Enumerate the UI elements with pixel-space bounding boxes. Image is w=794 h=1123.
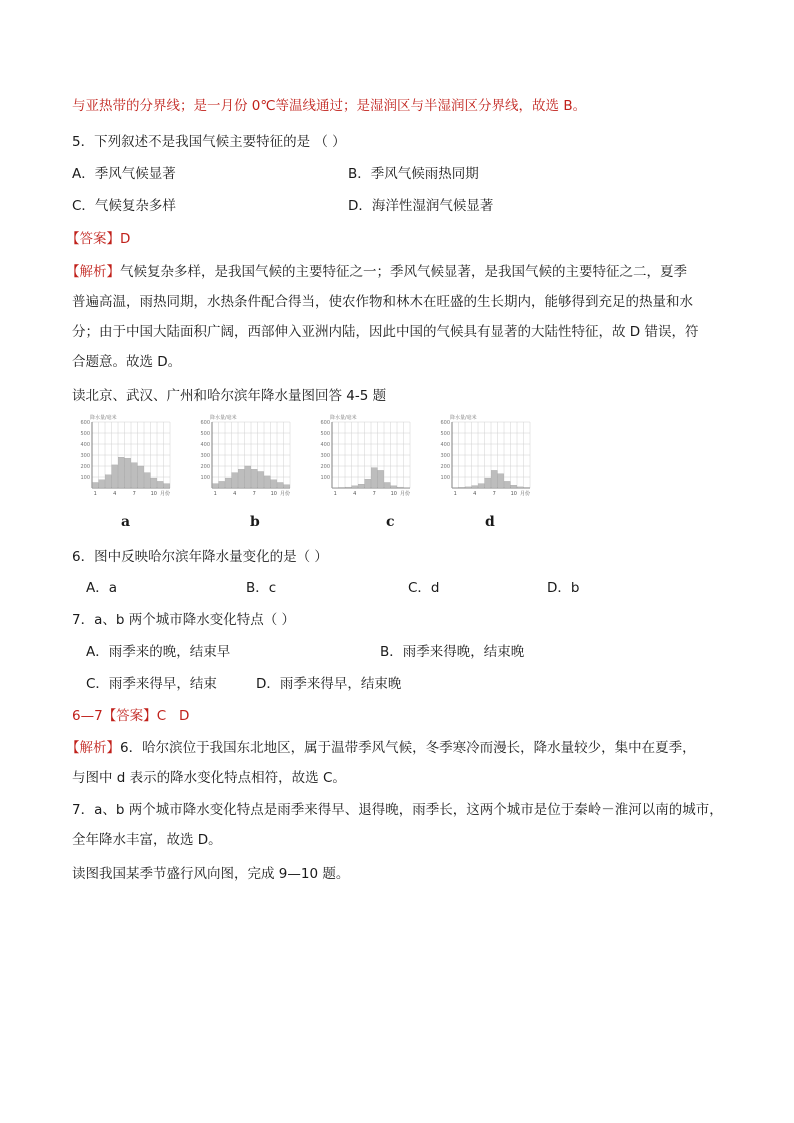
chart-label-a: a xyxy=(121,514,131,530)
bar-month-8 xyxy=(498,474,504,488)
y-tick-label: 200 xyxy=(200,463,210,470)
precip-chart-c xyxy=(312,414,412,498)
x-tick-label: 10 xyxy=(270,491,277,497)
bar-month-7 xyxy=(251,469,257,488)
q6-option-c: C．d xyxy=(408,580,440,596)
next-question-prompt: 读图我国某季节盛行风向图，完成 9—10 题。 xyxy=(72,866,350,882)
x-tick-label: 4 xyxy=(473,491,477,497)
answer-value: D xyxy=(120,231,131,247)
chart-svg xyxy=(312,414,412,498)
precip-chart-b xyxy=(192,414,292,498)
bar-month-7 xyxy=(131,463,137,488)
y-tick-label: 500 xyxy=(200,430,210,437)
chart-svg xyxy=(192,414,292,498)
y-tick-label: 500 xyxy=(320,430,330,437)
q6-7-analysis-line-2: 与图中 d 表示的降水变化特点相符，故选 C。 xyxy=(72,770,346,786)
bar-month-8 xyxy=(258,472,264,489)
bar-month-2 xyxy=(99,480,105,488)
bar-month-1 xyxy=(212,484,218,488)
x-tick-label: 4 xyxy=(233,491,237,497)
q6-7-analysis-line-4: 全年降水丰富，故选 D。 xyxy=(72,832,222,848)
y-tick-label: 100 xyxy=(320,474,330,481)
bar-month-6 xyxy=(365,479,371,488)
bar-month-7 xyxy=(491,470,497,488)
y-tick-label: 400 xyxy=(320,441,330,448)
bar-month-10 xyxy=(391,486,397,488)
y-tick-label: 600 xyxy=(200,419,210,426)
answer-tag: 【答案】 xyxy=(66,231,120,247)
bar-month-6 xyxy=(125,458,131,488)
x-tick-label: 1 xyxy=(213,491,217,497)
bar-month-8 xyxy=(378,470,384,488)
q6-7-analysis-line-1 xyxy=(66,738,696,758)
bar-month-5 xyxy=(118,457,124,488)
q5-option-d: D．海洋性湿润气候显著 xyxy=(348,198,494,214)
q5-option-b: B．季风气候雨热同期 xyxy=(348,166,479,182)
x-tick-label: 4 xyxy=(113,491,117,497)
previous-analysis-continuation: 与亚热带的分界线；是一月份 0℃等温线通过；是湿润区与半湿润区分界线，故选 B。 xyxy=(72,98,587,114)
bar-month-12 xyxy=(284,485,290,488)
q5-answer xyxy=(66,229,130,249)
y-tick-label: 300 xyxy=(80,452,90,459)
answer-tag: 【答案】 xyxy=(102,708,157,724)
chart-label-d: d xyxy=(485,514,495,530)
analysis-text: 气候复杂多样，是我国气候的主要特征之一；季风气候显著，是我国气候的主要特征之二，夏季 xyxy=(120,264,687,280)
y-tick-label: 300 xyxy=(440,452,450,459)
question-5-stem: 5．下列叙述不是我国气候主要特征的是 （ ） xyxy=(72,134,346,150)
bar-month-1 xyxy=(92,483,98,489)
y-axis-label: 降水量/毫米 xyxy=(450,415,477,421)
q5-analysis-line-2: 普遍高温，雨热同期，水热条件配合得当，使农作物和林木在旺盛的生长期内，能够得到充足的热量和水 xyxy=(72,294,693,310)
x-tick-label: 1 xyxy=(93,491,97,497)
bar-month-12 xyxy=(164,484,170,488)
answer-value: C D xyxy=(156,708,190,724)
q5-analysis-line-4: 合题意。故选 D。 xyxy=(72,354,182,370)
bar-month-6 xyxy=(245,466,251,488)
bar-month-11 xyxy=(277,483,283,489)
q7-option-d: D．雨季来得早，结束晚 xyxy=(256,676,402,692)
x-tick-label: 1 xyxy=(453,491,457,497)
bar-month-9 xyxy=(144,473,150,488)
y-tick-label: 100 xyxy=(80,474,90,481)
bar-month-9 xyxy=(504,481,510,488)
analysis-tag: 【解析】 xyxy=(66,740,120,756)
bar-month-6 xyxy=(485,478,491,488)
y-tick-label: 400 xyxy=(200,441,210,448)
bar-month-3 xyxy=(345,487,351,488)
question-7-stem: 7．a、b 两个城市降水变化特点（ ） xyxy=(72,612,296,628)
q7-option-a: A．雨季来的晚，结束早 xyxy=(86,644,231,660)
y-tick-label: 200 xyxy=(440,463,450,470)
bar-month-10 xyxy=(511,485,517,488)
y-tick-label: 200 xyxy=(80,463,90,470)
bar-month-3 xyxy=(105,475,111,488)
bar-month-8 xyxy=(138,466,144,488)
chart-label-c: c xyxy=(386,514,395,530)
bar-month-9 xyxy=(384,483,390,489)
x-tick-label: 1 xyxy=(333,491,337,497)
y-tick-label: 200 xyxy=(320,463,330,470)
y-tick-label: 100 xyxy=(200,474,210,481)
q6-option-b: B．c xyxy=(246,580,277,596)
x-tick-label: 10 xyxy=(510,491,517,497)
q5-analysis-line-3: 分；由于中国大陆面积广阔，西部伸入亚洲内陆，因此中国的气候具有显著的大陆性特征，故 D 错误，符 xyxy=(72,324,699,340)
bar-month-4 xyxy=(352,486,358,488)
bar-month-5 xyxy=(358,484,364,488)
y-tick-label: 300 xyxy=(320,452,330,459)
bar-month-10 xyxy=(151,478,157,488)
q7-option-b: B．雨季来得晚，结束晚 xyxy=(380,644,525,660)
bar-month-12 xyxy=(524,487,530,488)
bar-month-10 xyxy=(271,480,277,488)
bar-month-2 xyxy=(339,487,345,488)
x-tick-label: 7 xyxy=(492,491,496,497)
y-tick-label: 500 xyxy=(80,430,90,437)
x-axis-unit: 月份 xyxy=(279,491,290,497)
question-6-stem: 6．图中反映哈尔滨年降水量变化的是（ ） xyxy=(72,549,328,565)
q5-option-c: C．气候复杂多样 xyxy=(72,198,176,214)
y-tick-label: 100 xyxy=(440,474,450,481)
q6-7-answer xyxy=(72,706,189,726)
y-tick-label: 600 xyxy=(440,419,450,426)
analysis-tag: 【解析】 xyxy=(66,264,120,280)
q5-analysis-line-1 xyxy=(66,262,687,282)
q6-option-d: D．b xyxy=(547,580,580,596)
bar-month-3 xyxy=(225,478,231,488)
chart-svg xyxy=(72,414,172,498)
q6-7-analysis-line-3: 7．a、b 两个城市降水变化特点是雨季来得早、退得晚，雨季长，这两个城市是位于秦岭－淮河以南的城市， xyxy=(72,802,723,818)
answer-prefix: 6—7 xyxy=(72,708,103,724)
x-tick-label: 7 xyxy=(252,491,256,497)
x-axis-unit: 月份 xyxy=(519,491,530,497)
y-axis-label: 降水量/毫米 xyxy=(90,415,117,421)
precip-chart-d xyxy=(432,414,532,498)
x-axis-unit: 月份 xyxy=(159,491,170,497)
bar-month-4 xyxy=(472,486,478,488)
analysis-text: 6．哈尔滨位于我国东北地区，属于温带季风气候，冬季寒冷而漫长，降水量较少，集中在夏季， xyxy=(120,740,696,756)
bar-month-11 xyxy=(157,481,163,488)
q5-option-a: A．季风气候显著 xyxy=(72,166,176,182)
bar-month-3 xyxy=(465,487,471,488)
y-tick-label: 500 xyxy=(440,430,450,437)
bar-month-4 xyxy=(232,473,238,488)
x-axis-unit: 月份 xyxy=(399,491,410,497)
x-tick-label: 4 xyxy=(353,491,357,497)
y-tick-label: 600 xyxy=(320,419,330,426)
y-tick-label: 300 xyxy=(200,452,210,459)
x-tick-label: 10 xyxy=(150,491,157,497)
chart-label-b: b xyxy=(250,514,260,530)
bar-month-9 xyxy=(264,476,270,488)
bar-month-2 xyxy=(219,481,225,488)
x-tick-label: 10 xyxy=(390,491,397,497)
bar-month-11 xyxy=(517,487,523,488)
x-tick-label: 7 xyxy=(372,491,376,497)
bar-month-5 xyxy=(478,484,484,488)
q6-option-a: A．a xyxy=(86,580,118,596)
bar-month-11 xyxy=(397,487,403,488)
bar-month-4 xyxy=(112,465,118,488)
y-tick-label: 600 xyxy=(80,419,90,426)
q7-option-c: C．雨季来得早，结束 xyxy=(86,676,217,692)
chart-read-prompt: 读北京、武汉、广州和哈尔滨年降水量图回答 4-5 题 xyxy=(72,388,387,404)
y-tick-label: 400 xyxy=(440,441,450,448)
precip-chart-a xyxy=(72,414,172,498)
chart-svg xyxy=(432,414,532,498)
bar-month-5 xyxy=(238,469,244,488)
bar-month-7 xyxy=(371,468,377,488)
y-axis-label: 降水量/毫米 xyxy=(330,415,357,421)
bar-month-2 xyxy=(459,487,465,488)
x-tick-label: 7 xyxy=(132,491,136,497)
y-tick-label: 400 xyxy=(80,441,90,448)
y-axis-label: 降水量/毫米 xyxy=(210,415,237,421)
